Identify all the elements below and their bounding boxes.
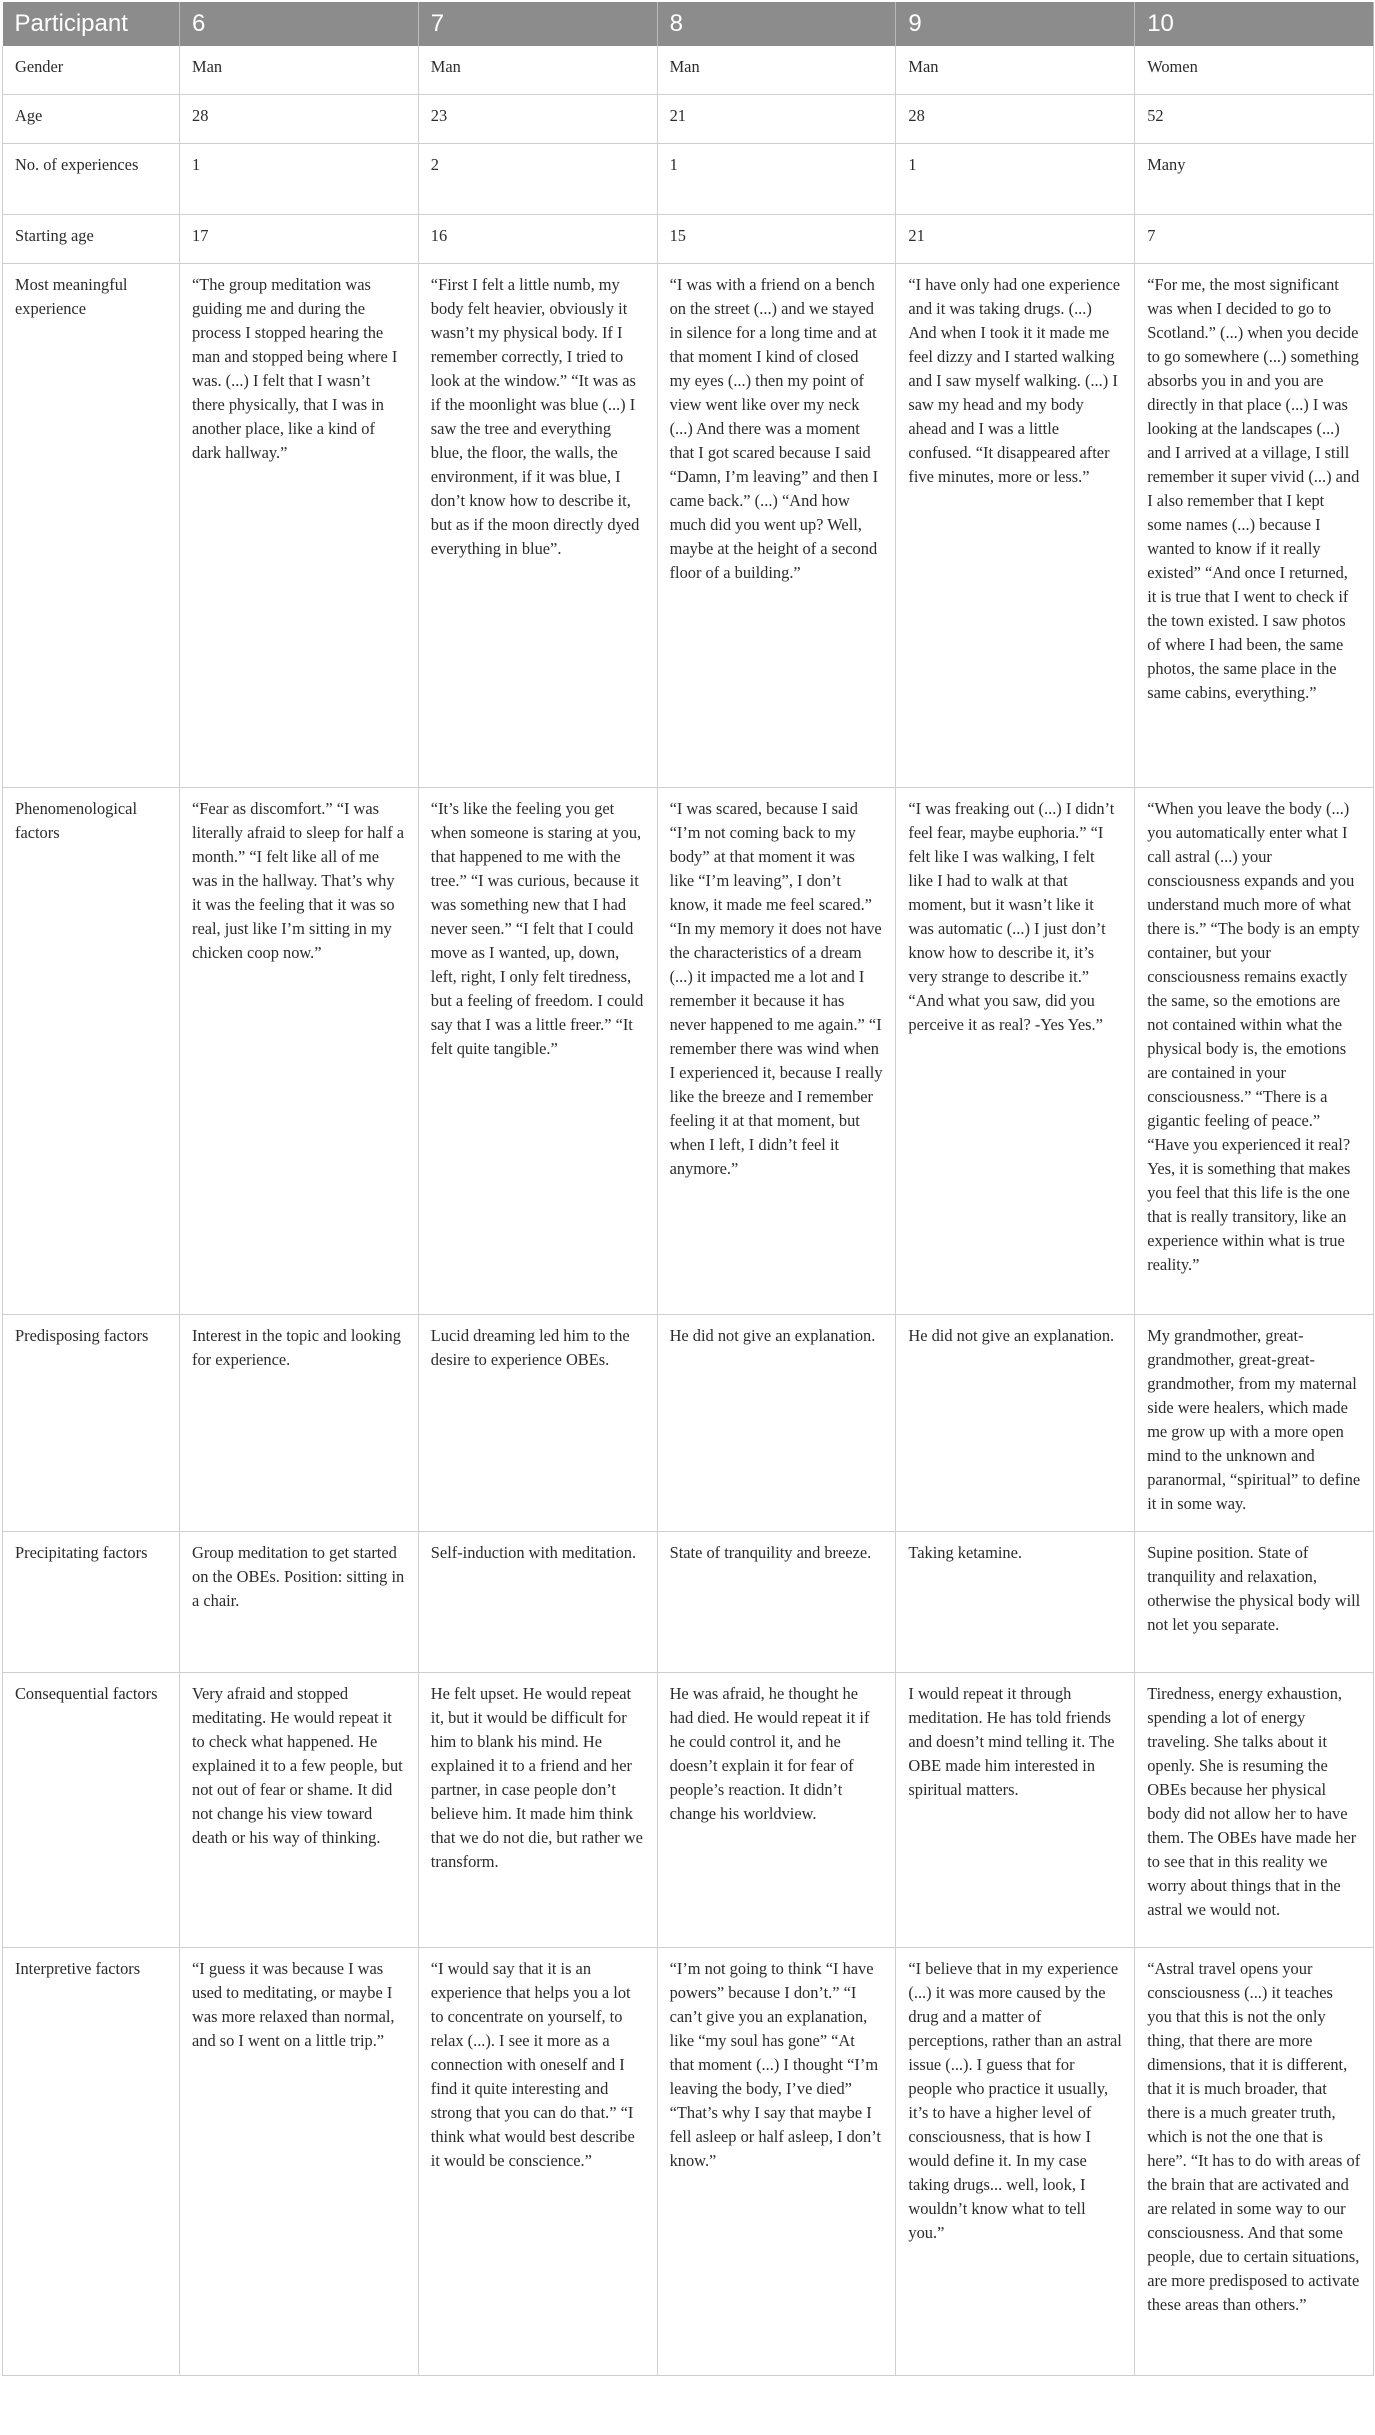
table-cell: 28: [896, 95, 1135, 144]
header-participant-9: 9: [896, 2, 1135, 46]
table-cell: “I would say that it is an experience that helps you a lot to concentrate on yourself, to relax (...). I see it more as a connection with oneself and I find it quite interesting and strong that you can do that.” “I think what would best describe it would be conscience.”: [418, 1948, 657, 2376]
header-participant-8: 8: [657, 2, 896, 46]
table-cell: 15: [657, 215, 896, 264]
header-participant-7: 7: [418, 2, 657, 46]
table-cell: “The group meditation was guiding me and during the process I stopped hearing the man and stopped being where I was. (...) I felt that I wasn’t there physically, that I was in another place, like a kind of dark hallway.”: [180, 264, 419, 788]
table-cell: State of tranquility and breeze.: [657, 1532, 896, 1673]
table-cell: “I have only had one experience and it was taking drugs. (...) And when I took it it made me feel dizzy and I started walking and I saw myself walking. (...) I saw my head and my body ahead and I was a little confused. “It disappeared after five minutes, more or less.”: [896, 264, 1135, 788]
table-cell: 52: [1135, 95, 1374, 144]
table-row-most-meaningful-experience: [3, 264, 1374, 788]
table-cell: He was afraid, he thought he had died. He would repeat it if he could control it, and he doesn’t explain it for fear of people’s reaction. It didn’t change his worldview.: [657, 1673, 896, 1948]
table-cell: 21: [896, 215, 1135, 264]
table-cell: My grandmother, great-grandmother, great-great-grandmother, from my maternal side were healers, which made me grow up with a more open mind to the unknown and paranormal, “spiritual” to define it in some way.: [1135, 1315, 1374, 1532]
table-cell: “I believe that in my experience (...) it was more caused by the drug and a matter of perceptions, rather than an astral issue (...). I guess that for people who practice it usually, it’s to have a higher level of consciousness, that is how I would define it. In my case taking drugs... well, look, I wouldn’t know what to tell you.”: [896, 1948, 1135, 2376]
table-cell: Man: [657, 46, 896, 95]
table-cell: Lucid dreaming led him to the desire to experience OBEs.: [418, 1315, 657, 1532]
header-participant-10: 10: [1135, 2, 1374, 46]
table-cell: Women: [1135, 46, 1374, 95]
table-cell: Interest in the topic and looking for experience.: [180, 1315, 419, 1532]
row-label: Starting age: [3, 215, 180, 264]
table-row-phenomenological-factors: [3, 788, 1374, 1315]
table-cell: 1: [180, 144, 419, 215]
table-cell: 2: [418, 144, 657, 215]
table-row-no-of-experiences: [3, 144, 1374, 215]
row-label: Age: [3, 95, 180, 144]
participants-table: [2, 2, 1374, 2376]
table-cell: Self-induction with meditation.: [418, 1532, 657, 1673]
table-cell: Group meditation to get started on the OBEs. Position: sitting in a chair.: [180, 1532, 419, 1673]
table-cell: Tiredness, energy exhaustion, spending a lot of energy traveling. She talks about it openly. She is resuming the OBEs because her physical body did not allow her to have them. The OBEs have made her to see that in this reality we worry about things that in the astral we would not.: [1135, 1673, 1374, 1948]
table-cell: 28: [180, 95, 419, 144]
table-cell: “Fear as discomfort.” “I was literally afraid to sleep for half a month.” “I felt like all of me was in the hallway. That’s why it was the feeling that it was so real, just like I’m sitting in my chicken coop now.”: [180, 788, 419, 1315]
table-cell: “First I felt a little numb, my body felt heavier, obviously it wasn’t my physical body. If I remember correctly, I tried to look at the window.” “It was as if the moonlight was blue (...) I saw the tree and everything blue, the floor, the walls, the environment, if it was blue, I don’t know how to describe it, but as if the moon directly dyed everything in blue”.: [418, 264, 657, 788]
table-row-consequential-factors: [3, 1673, 1374, 1948]
table-cell: “It’s like the feeling you get when someone is staring at you, that happened to me with the tree.” “I was curious, because it was something new that I had never seen.” “I felt that I could move as I wanted, up, down, left, right, I only felt tiredness, but a feeling of freedom. I could say that I was a little freer.” “It felt quite tangible.”: [418, 788, 657, 1315]
table-cell: “I was scared, because I said “I’m not coming back to my body” at that moment it was like “I’m leaving”, I don’t know, it made me feel scared.” “In my memory it does not have the characteristics of a dream (...) it impacted me a lot and I remember it because it has never happened to me again.” “I remember there was wind when I experienced it, because I really like the breeze and I remember feeling it at that moment, but when I left, I didn’t feel it anymore.”: [657, 788, 896, 1315]
table-row-gender: [3, 46, 1374, 95]
table-cell: “For me, the most significant was when I decided to go to Scotland.” (...) when you decide to go somewhere (...) something absorbs you in and you are directly in that place (...) I was looking at the landscapes (...) and I arrived at a village, I still remember it super vivid (...) and I also remember that I kept some names (...) because I wanted to know if it really existed” “And once I returned, it is true that I went to check if the town existed. I saw photos of where I had been, the same photos, the same place in the same cabins, everything.”: [1135, 264, 1374, 788]
table-cell: “I’m not going to think “I have powers” because I don’t.” “I can’t give you an explanation, like “my soul has gone” “At that moment (...) I thought “I’m leaving the body, I’ve died” “That’s why I say that maybe I fell asleep or half asleep, I don’t know.”: [657, 1948, 896, 2376]
header-row: [3, 2, 1374, 46]
table-cell: “I was freaking out (...) I didn’t feel fear, maybe euphoria.” “I felt like I was walking, I felt like I had to walk at that moment, but it wasn’t like it was automatic (...) I just don’t know how to describe it, it’s very strange to describe it.” “And what you saw, did you perceive it as real? -Yes Yes.”: [896, 788, 1135, 1315]
row-label: Predisposing factors: [3, 1315, 180, 1532]
header-participant-6: 6: [180, 2, 419, 46]
table-cell: Many: [1135, 144, 1374, 215]
table-cell: He did not give an explanation.: [896, 1315, 1135, 1532]
table-cell: Supine position. State of tranquility and relaxation, otherwise the physical body will not let you separate.: [1135, 1532, 1374, 1673]
table-cell: “When you leave the body (...) you automatically enter what I call astral (...) your consciousness expands and you understand much more of what there is.” “The body is an empty container, but your consciousness remains exactly the same, so the emotions are not contained within what the physical body is, the emotions are contained in your consciousness.” “There is a gigantic feeling of peace.” “Have you experienced it real? Yes, it is something that makes you feel that this life is the one that is really transitory, like an experience within what is true reality.”: [1135, 788, 1374, 1315]
table-cell: 23: [418, 95, 657, 144]
table-cell: 1: [896, 144, 1135, 215]
table-cell: Taking ketamine.: [896, 1532, 1135, 1673]
table-cell: “I was with a friend on a bench on the street (...) and we stayed in silence for a long time and at that moment I kind of closed my eyes (...) then my point of view went like over my neck (...) And there was a moment that I got scared because I said “Damn, I’m leaving” and then I came back.” (...) “And how much did you went up? Well, maybe at the height of a second floor of a building.”: [657, 264, 896, 788]
header-participant: Participant: [3, 2, 180, 46]
table-row-age: [3, 95, 1374, 144]
table-row-predisposing-factors: [3, 1315, 1374, 1532]
table-row-precipitating-factors: [3, 1532, 1374, 1673]
table-cell: He did not give an explanation.: [657, 1315, 896, 1532]
row-label: Most meaningful experience: [3, 264, 180, 788]
table-cell: Man: [180, 46, 419, 95]
row-label: Gender: [3, 46, 180, 95]
table-cell: “Astral travel opens your consciousness (...) it teaches you that this is not the only thing, that there are more dimensions, that it is different, that it is much broader, that there is a much greater truth, which is not the one that is here”. “It has to do with areas of the brain that are activated and are related in some way to our consciousness. And that some people, due to certain situations, are more predisposed to activate these areas than others.”: [1135, 1948, 1374, 2376]
row-label: Precipitating factors: [3, 1532, 180, 1673]
table-cell: 17: [180, 215, 419, 264]
table-row-starting-age: [3, 215, 1374, 264]
table-cell: He felt upset. He would repeat it, but it would be difficult for him to blank his mind. He explained it to a friend and her partner, in case people don’t believe him. It made him think that we do not die, but rather we transform.: [418, 1673, 657, 1948]
table-cell: Man: [896, 46, 1135, 95]
row-label: Consequential factors: [3, 1673, 180, 1948]
table-cell: I would repeat it through meditation. He has told friends and doesn’t mind telling it. The OBE made him interested in spiritual matters.: [896, 1673, 1135, 1948]
table-cell: Man: [418, 46, 657, 95]
table-cell: 7: [1135, 215, 1374, 264]
row-label: Interpretive factors: [3, 1948, 180, 2376]
row-label: Phenomenological factors: [3, 788, 180, 1315]
table-cell: Very afraid and stopped meditating. He would repeat it to check what happened. He explained it to a few people, but not out of fear or shame. It did not change his view toward death or his way of thinking.: [180, 1673, 419, 1948]
table-row-interpretive-factors: [3, 1948, 1374, 2376]
table-cell: 21: [657, 95, 896, 144]
row-label: No. of experiences: [3, 144, 180, 215]
table-cell: 16: [418, 215, 657, 264]
table-cell: “I guess it was because I was used to meditating, or maybe I was more relaxed than normal, and so I went on a little trip.”: [180, 1948, 419, 2376]
table-cell: 1: [657, 144, 896, 215]
